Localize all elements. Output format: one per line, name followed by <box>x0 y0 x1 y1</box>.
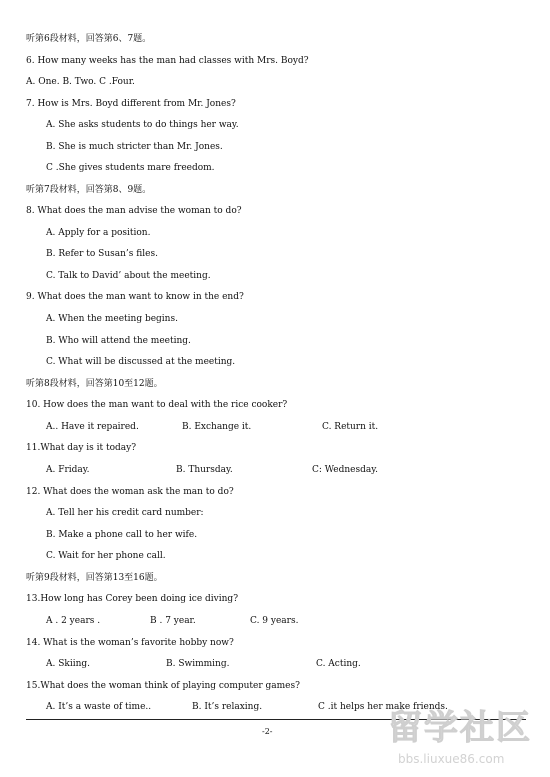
question-8: 8. What does the man advise the woman to do? <box>26 206 242 216</box>
question-7-option-a: A. She asks students to do things her way. <box>46 120 239 130</box>
question-8-option-a: A. Apply for a position. <box>46 228 151 238</box>
question-9-option-b: B. Who will attend the meeting. <box>46 336 191 346</box>
question-9-option-c: C. What will be discussed at the meeting. <box>46 357 236 367</box>
question-13-option-a: A . 2 years . <box>46 616 101 626</box>
question-12-option-c: C. Wait for her phone call. <box>46 551 166 561</box>
question-13-option-c: C. 9 years. <box>250 616 299 626</box>
question-12-option-a: A. Tell her his credit card number: <box>46 508 204 518</box>
question-15-option-c: C .it helps her make friends. <box>318 702 448 712</box>
question-11-option-b: B. Thursday. <box>176 465 233 475</box>
page-number: -2- <box>262 727 273 736</box>
section-9-heading: 听第9段材料，回答第13至16题。 <box>26 573 163 583</box>
question-13: 13.How long has Corey been doing ice diving? <box>26 594 239 604</box>
question-10-option-a: A.. Have it repaired. <box>46 422 139 432</box>
section-6-heading: 听第6段材料，回答第6、7题。 <box>26 34 152 44</box>
question-7: 7. How is Mrs. Boyd different from Mr. Jones? <box>26 99 236 109</box>
question-14: 14. What is the woman’s favorite hobby now? <box>26 638 234 648</box>
question-8-option-c: C. Talk to David’ about the meeting. <box>46 271 211 281</box>
question-14-option-b: B. Swimming. <box>166 659 230 669</box>
question-6-options: A. One. B. Two. C .Four. <box>26 77 135 87</box>
question-11-option-a: A. Friday. <box>46 465 90 475</box>
question-14-option-c: C. Acting. <box>316 659 361 669</box>
question-10-option-c: C. Return it. <box>322 422 379 432</box>
watermark-url: bbs.liuxue86.com <box>398 752 505 766</box>
question-15-option-b: B. It’s relaxing. <box>192 702 263 712</box>
question-10-option-b: B. Exchange it. <box>182 422 252 432</box>
question-9-option-a: A. When the meeting begins. <box>46 314 178 324</box>
question-7-option-b: B. She is much stricter than Mr. Jones. <box>46 142 223 152</box>
question-15-options <box>46 701 448 761</box>
question-10: 10. How does the man want to deal with the rice cooker? <box>26 400 288 410</box>
section-7-heading: 听第7段材料，回答第8、9题。 <box>26 185 152 195</box>
question-11: 11.What day is it today? <box>26 443 137 453</box>
site-watermark <box>384 706 540 772</box>
question-15-option-a: A. It’s a waste of time.. <box>46 702 152 712</box>
question-12-option-b: B. Make a phone call to her wife. <box>46 530 198 540</box>
question-12: 12. What does the woman ask the man to do? <box>26 487 234 497</box>
question-7-option-c: C .She gives students mare freedom. <box>46 163 215 173</box>
question-6: 6. How many weeks has the man had classes with Mrs. Boyd? <box>26 56 309 66</box>
question-15: 15.What does the woman think of playing computer games? <box>26 681 300 691</box>
question-9: 9. What does the man want to know in the end? <box>26 292 244 302</box>
question-13-option-b: B . 7 year. <box>150 616 196 626</box>
watermark-logo-text: 留学社区 <box>388 708 532 748</box>
section-8-heading: 听第8段材料，回答第10至12题。 <box>26 379 163 389</box>
question-11-option-c: C: Wednesday. <box>312 465 379 475</box>
question-14-option-a: A. Skiing. <box>46 659 91 669</box>
question-8-option-b: B. Refer to Susan’s files. <box>46 249 158 259</box>
